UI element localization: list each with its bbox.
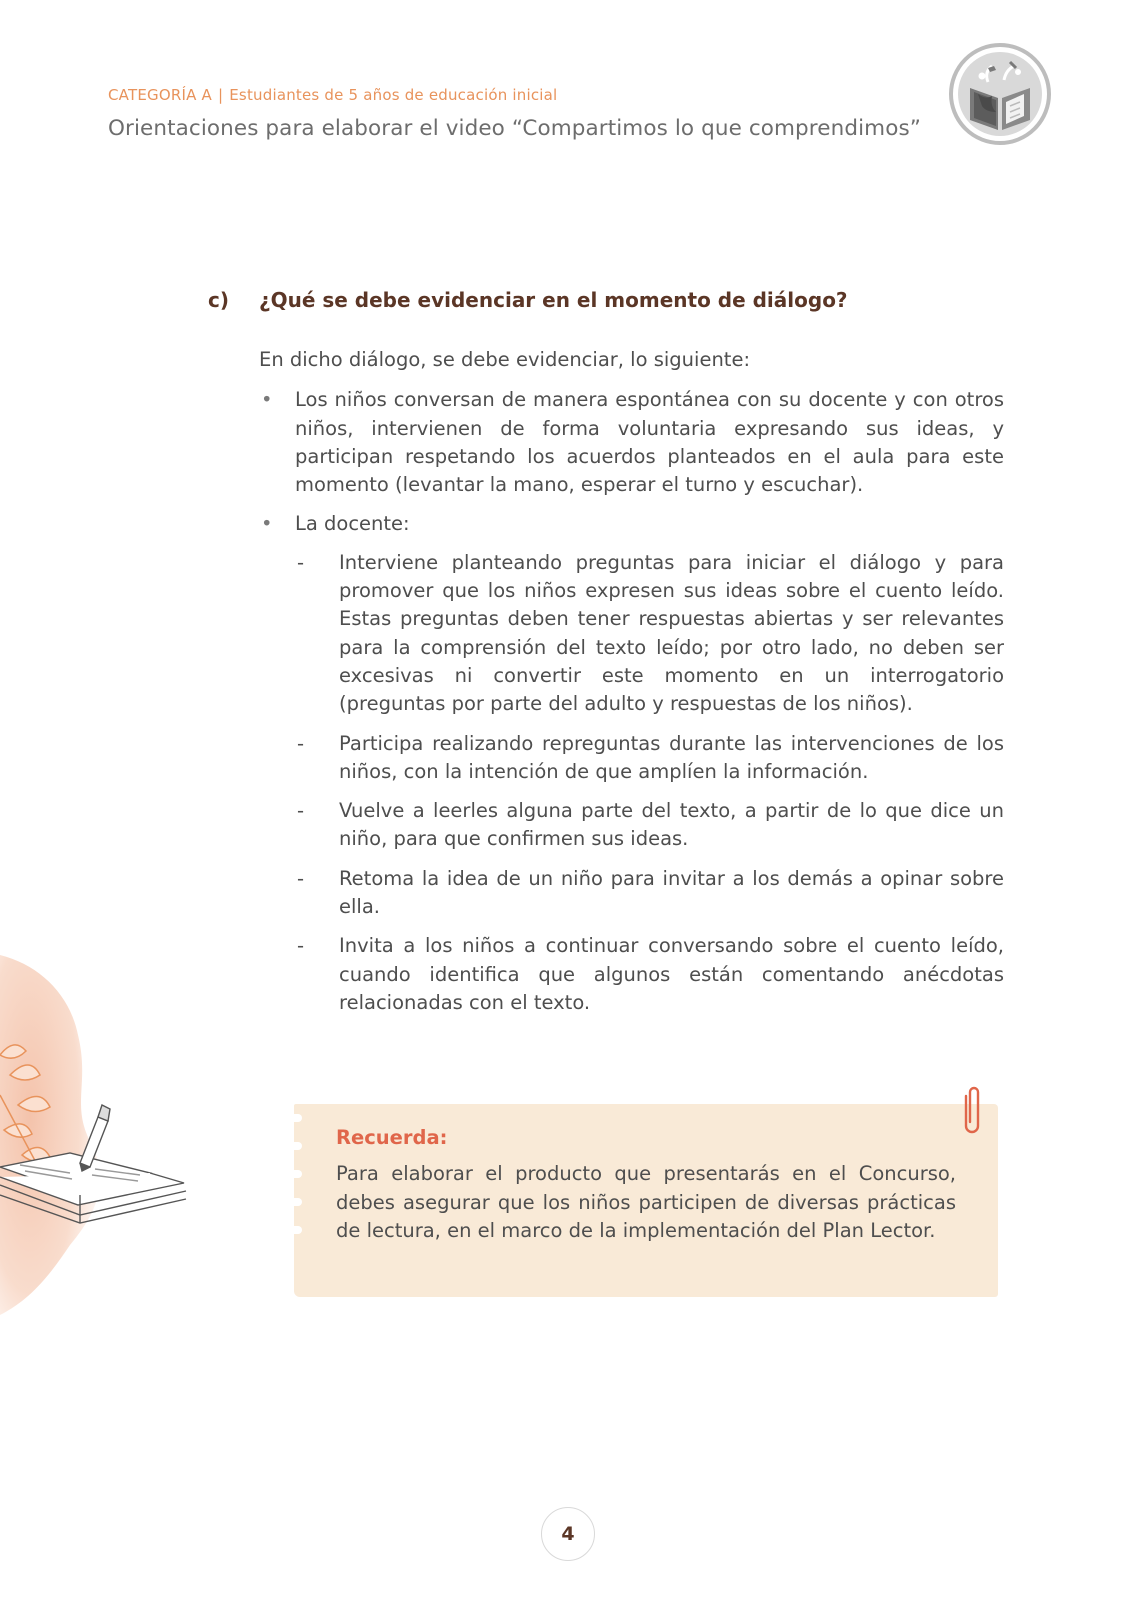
bullet-text: La docente:	[295, 512, 410, 536]
category-separator: |	[217, 86, 224, 104]
bullet-marker: •	[261, 512, 273, 536]
bullet-text: Los niños conversan de manera espontánea con su docente y con otros niños, intervienen de forma voluntaria expresando sus ideas, y participan respetando los acuerdos planteados en el aula para este momento (levantar la mano, esperar el turno y escuchar).	[295, 388, 1004, 497]
sub-item-text: Retoma la idea de un niño para invitar a los demás a opinar sobre ella.	[339, 866, 1004, 919]
category-label: CATEGORÍA A	[108, 86, 212, 104]
dash-marker: -	[297, 550, 305, 574]
sub-list	[295, 549, 1004, 1017]
sub-item	[295, 865, 1004, 922]
paperclip-icon	[958, 1082, 986, 1138]
dash-marker: -	[297, 866, 305, 890]
sub-item-text: Interviene planteando preguntas para iniciar el diálogo y para promover que los niños expresen sus ideas sobre el cuento leído. Estas preguntas deben tener respuestas abiertas y ser relevantes para la comprensión del texto leído; por otro lado, no deben ser excesivas ni convertir este momento en un interrogatorio (preguntas por parte del adulto y respuestas de los niños).	[339, 550, 1004, 716]
section-c	[208, 288, 1004, 1028]
page-number: 4	[541, 1507, 595, 1561]
bullet-item	[259, 510, 1004, 1017]
open-book-pencil-illustration	[0, 955, 200, 1325]
reading-book-logo-icon	[948, 42, 1052, 146]
header-category	[108, 86, 557, 104]
sub-item	[295, 549, 1004, 719]
sub-item	[295, 932, 1004, 1017]
sub-item-text: Invita a los niños a continuar conversando sobre el cuento leído, cuando identifica que algunos están comentando anécdotas relacionadas con el texto.	[339, 934, 1004, 1014]
document-title: Orientaciones para elaborar el video “Compartimos lo que comprendimos”	[108, 116, 921, 141]
bullet-item	[259, 386, 1004, 499]
bullet-list	[259, 386, 1004, 1017]
bullet-marker: •	[261, 388, 273, 412]
sub-item	[295, 730, 1004, 787]
section-letter: c)	[208, 288, 229, 312]
sub-item-text: Participa realizando repreguntas durante las intervenciones de los niños, con la intención de que amplíen la información.	[339, 731, 1004, 783]
section-heading	[208, 288, 1004, 312]
section-title: ¿Qué se debe evidenciar en el momento de diálogo?	[259, 288, 848, 312]
sub-item-text: Vuelve a leerles alguna parte del texto, a partir de lo que dice un niño, para que confirmen sus ideas.	[339, 799, 1004, 851]
audience-label: Estudiantes de 5 años de educación inicial	[229, 86, 558, 104]
note-title: Recuerda:	[336, 1126, 448, 1149]
section-intro: En dicho diálogo, se debe evidenciar, lo siguiente:	[259, 348, 751, 371]
dash-marker: -	[297, 731, 305, 755]
dash-marker: -	[297, 799, 305, 823]
reminder-note	[294, 1104, 998, 1297]
dash-marker: -	[297, 934, 305, 958]
note-text: Para elaborar el producto que presentarás en el Concurso, debes asegurar que los niños participen de diversas prácticas de lectura, en el marco de la implementación del Plan Lector.	[336, 1162, 956, 1242]
sub-item	[295, 797, 1004, 854]
